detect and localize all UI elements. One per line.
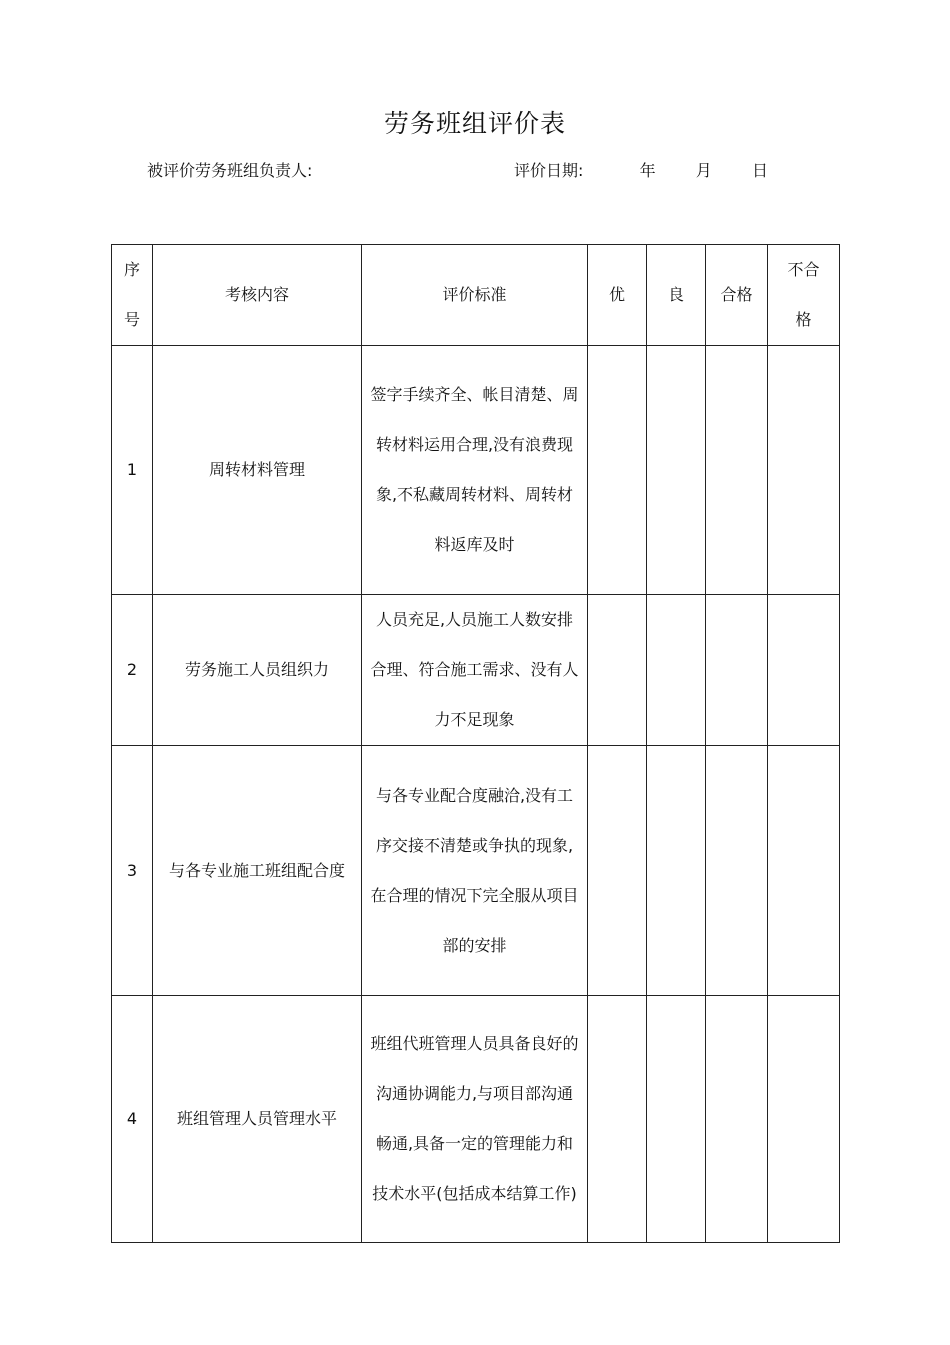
responsible-label: 被评价劳务班组负责人:	[147, 161, 313, 180]
evaluation-date	[514, 158, 768, 181]
rating-good-cell[interactable]	[647, 346, 706, 595]
page-title: 劳务班组评价表	[383, 109, 566, 138]
table-row	[112, 595, 840, 746]
rating-pass-cell[interactable]	[706, 346, 768, 595]
rating-pass-cell[interactable]	[706, 746, 768, 996]
rating-good-cell[interactable]	[647, 996, 706, 1243]
table-row	[112, 996, 840, 1243]
rating-fail-cell[interactable]	[768, 346, 840, 595]
header-criteria: 评价标准	[362, 245, 588, 346]
row-criteria: 签字手续齐全、帐目清楚、周转材料运用合理,没有浪费现象,不私藏周转材料、周转材料返库及时	[362, 346, 588, 595]
header-pass: 合格	[706, 245, 768, 346]
table-row	[112, 346, 840, 595]
header-fail: 不合 格	[768, 245, 840, 346]
date-label: 评价日期:	[514, 161, 584, 180]
row-index: 4	[112, 996, 153, 1243]
rating-excellent-cell[interactable]	[588, 746, 647, 996]
table-row	[112, 746, 840, 996]
row-index: 3	[112, 746, 153, 996]
rating-fail-cell[interactable]	[768, 746, 840, 996]
rating-good-cell[interactable]	[647, 746, 706, 996]
row-content: 周转材料管理	[153, 346, 362, 595]
rating-excellent-cell[interactable]	[588, 595, 647, 746]
day-label: 日	[752, 161, 769, 180]
year-label: 年	[639, 161, 656, 180]
rating-good-cell[interactable]	[647, 595, 706, 746]
header-index: 序 号	[112, 245, 153, 346]
row-index: 2	[112, 595, 153, 746]
row-criteria: 人员充足,人员施工人数安排合理、符合施工需求、没有人力不足现象	[362, 595, 588, 746]
rating-fail-cell[interactable]	[768, 996, 840, 1243]
month-label: 月	[695, 161, 712, 180]
rating-pass-cell[interactable]	[706, 595, 768, 746]
row-content: 与各专业施工班组配合度	[153, 746, 362, 996]
evaluation-table	[111, 244, 840, 1243]
row-content: 班组管理人员管理水平	[153, 996, 362, 1243]
rating-excellent-cell[interactable]	[588, 346, 647, 595]
row-index: 1	[112, 346, 153, 595]
row-content: 劳务施工人员组织力	[153, 595, 362, 746]
header-excellent: 优	[588, 245, 647, 346]
rating-pass-cell[interactable]	[706, 996, 768, 1243]
table-header-row	[112, 245, 840, 346]
header-content: 考核内容	[153, 245, 362, 346]
rating-excellent-cell[interactable]	[588, 996, 647, 1243]
row-criteria: 与各专业配合度融洽,没有工序交接不清楚或争执的现象,在合理的情况下完全服从项目部的安排	[362, 746, 588, 996]
row-criteria: 班组代班管理人员具备良好的沟通协调能力,与项目部沟通畅通,具备一定的管理能力和技术水平(包括成本结算工作)	[362, 996, 588, 1243]
rating-fail-cell[interactable]	[768, 595, 840, 746]
header-good: 良	[647, 245, 706, 346]
